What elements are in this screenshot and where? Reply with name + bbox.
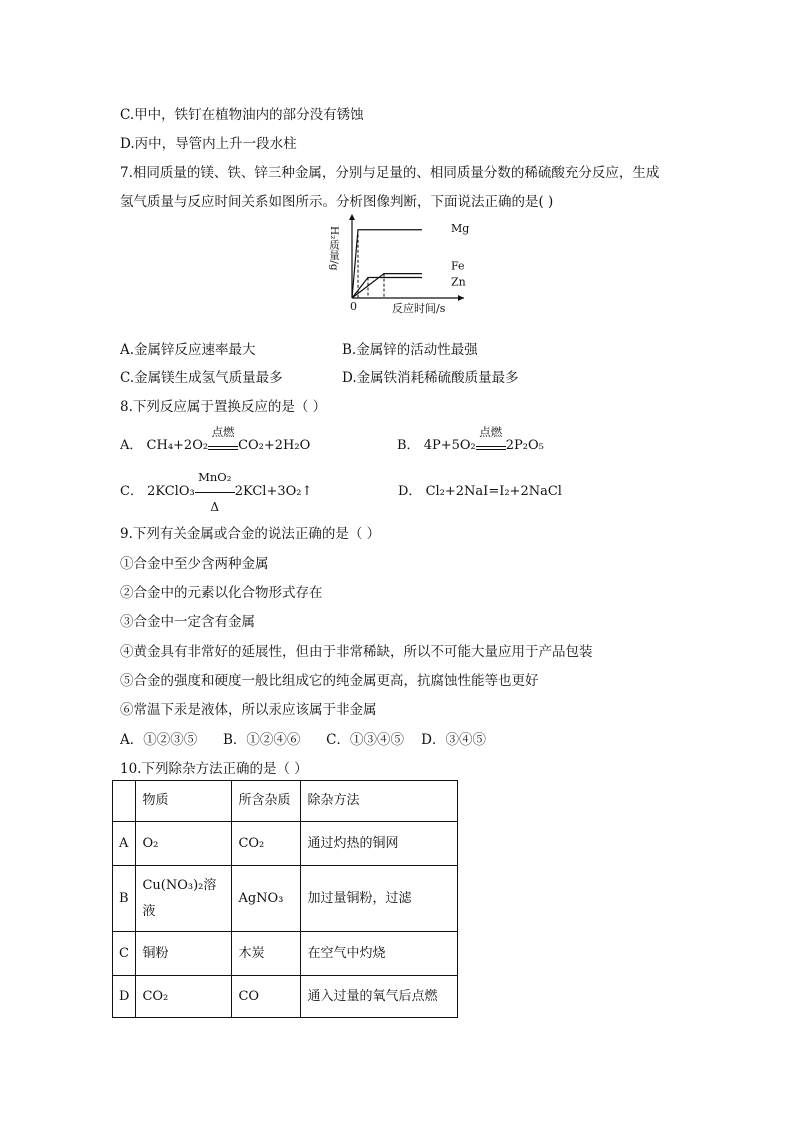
table-cell: 在空气中灼烧 <box>301 932 458 976</box>
q7-stem-line2: 氢气质量与反应时间关系如图所示。分析图像判断，下面说法正确的是( ) <box>120 194 554 210</box>
origin-label: 0 <box>350 300 357 313</box>
table-cell: C <box>113 932 136 976</box>
q8-stem: 8.下列反应属于置换反应的是（ ） <box>120 399 327 415</box>
q7-option-d: D.金属铁消耗稀硫酸质量最多 <box>342 370 519 386</box>
table-header-cell: 物质 <box>136 781 232 822</box>
q9-choices: A．①②③⑤ B．①②④⑥ C．①③④⑤ D．③④⑤ <box>120 732 486 748</box>
q9-item: ③合金中一定含有金属 <box>120 614 255 630</box>
table-row <box>113 932 458 976</box>
q8-b-condition: 点燃 <box>479 425 503 439</box>
q8-d-equation: Cl₂+2NaI=I₂+2NaCl <box>425 484 562 499</box>
table-row <box>113 866 458 932</box>
series-label-zn: Zn <box>451 275 466 289</box>
q8-a-condition: 点燃 <box>211 425 235 439</box>
table-cell: CO₂ <box>136 976 232 1018</box>
q9-item: ⑤合金的强度和硬度一般比组成它的纯金属更高，抗腐蚀性能等也更好 <box>120 673 539 689</box>
q8-b-label: B． <box>397 438 420 453</box>
table-header-cell: 除杂方法 <box>301 781 458 822</box>
q8-d-label: D． <box>398 484 422 499</box>
table-cell: D <box>113 976 136 1018</box>
table-cell: 通入过量的氧气后点燃 <box>301 976 458 1018</box>
q6-option-d: D.丙中，导管内上升一段水柱 <box>120 136 297 152</box>
q7-option-a: A.金属锌反应速率最大 <box>120 342 256 358</box>
table-cell: CO <box>232 976 301 1018</box>
table-cell: 加过量铜粉，过滤 <box>301 866 458 932</box>
series-label-mg: Mg <box>451 221 470 235</box>
q9-item: ⑥常温下汞是液体，所以汞应该属于非金属 <box>120 702 377 718</box>
table-row <box>113 976 458 1018</box>
q8-b-rhs: 2P₂O₅ <box>505 438 544 453</box>
table-header-row <box>113 781 458 822</box>
table-cell: O₂ <box>136 822 232 866</box>
q8-c-rhs: 2KCl+3O₂↑ <box>234 484 313 499</box>
q8-option-a <box>120 425 311 453</box>
q8-c-label: C． <box>120 484 143 499</box>
q8-a-label: A． <box>120 438 143 453</box>
q8-c-condition-top: MnO₂ <box>198 470 232 484</box>
series-line-zn <box>352 278 422 298</box>
q8-a-rhs: CO₂+2H₂O <box>238 438 311 453</box>
series-label-fe: Fe <box>451 259 465 273</box>
q8-option-d <box>398 480 562 499</box>
x-axis-arrow <box>458 295 464 301</box>
table-cell: 通过灼热的铜网 <box>301 822 458 866</box>
q8-a-lhs: CH₄+2O₂ <box>146 438 209 453</box>
table-header-cell <box>113 781 136 822</box>
table-cell: AgNO₃ <box>232 866 301 932</box>
table-cell: 木炭 <box>232 932 301 976</box>
table-header-cell: 所含杂质 <box>232 781 301 822</box>
q9-item: ②合金中的元素以化合物形式存在 <box>120 585 323 601</box>
q8-c-condition-bottom: Δ <box>210 500 220 514</box>
table-cell: Cu(NO₃)₂溶液 <box>136 866 232 932</box>
y-axis-label: H₂质量/g <box>328 226 340 271</box>
q7-stem-line1: 7.相同质量的镁、铁、锌三种金属，分别与足量的、相同质量分数的稀硫酸充分反应，生成 <box>120 165 660 181</box>
q7-option-c: C.金属镁生成氢气质量最多 <box>120 370 283 386</box>
q7-chart <box>330 212 470 318</box>
series-line-mg <box>352 230 422 298</box>
q8-option-c <box>120 470 313 514</box>
q7-option-b: B.金属锌的活动性最强 <box>342 342 478 358</box>
q9-stem: 9.下列有关金属或合金的说法正确的是（ ） <box>120 526 381 542</box>
q8-b-lhs: 4P+5O₂ <box>423 438 476 453</box>
q8-c-lhs: 2KClO₃ <box>147 484 195 499</box>
x-axis-label: 反应时间/s <box>392 302 446 315</box>
q9-item: ①合金中至少含两种金属 <box>120 556 269 572</box>
q10-table <box>112 780 458 1018</box>
q9-item: ④黄金具有非常好的延展性，但由于非常稀缺，所以不可能大量应用于产品包装 <box>120 644 593 660</box>
table-cell: A <box>113 822 136 866</box>
table-row <box>113 822 458 866</box>
q8-option-b <box>397 425 544 453</box>
y-axis-arrow <box>349 214 355 220</box>
table-cell: B <box>113 866 136 932</box>
q6-option-c: C.甲中，铁钉在植物油内的部分没有锈蚀 <box>120 107 364 123</box>
table-cell: CO₂ <box>232 822 301 866</box>
table-cell: 铜粉 <box>136 932 232 976</box>
q10-stem: 10.下列除杂方法正确的是（ ） <box>120 761 308 777</box>
